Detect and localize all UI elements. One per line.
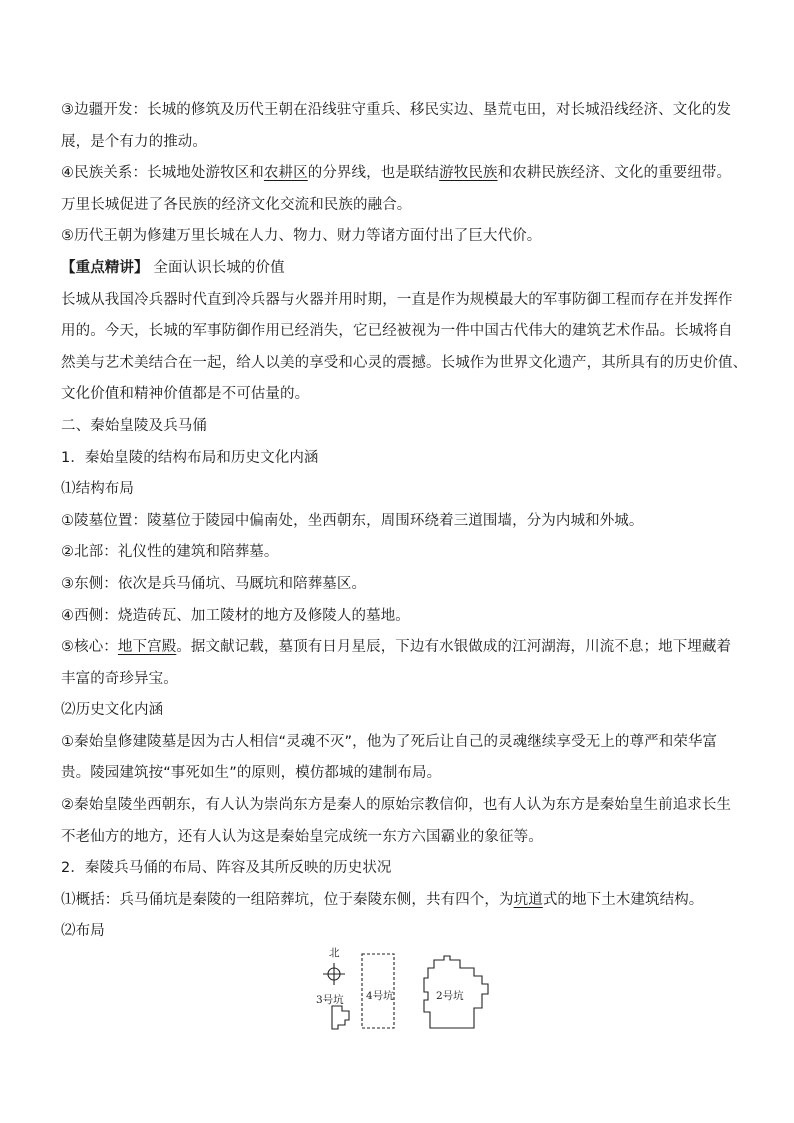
text-line — [61, 253, 741, 285]
north-label: 北 — [329, 947, 340, 959]
text-line — [61, 285, 741, 317]
text-line — [61, 411, 741, 443]
text-segment: 。据文献记载，墓顶有日月星辰，下边有水银做成的江河湖海，川流不息；地下埋藏着 — [176, 639, 732, 656]
underlined-term: 游牧民族 — [439, 165, 498, 182]
terracotta-pits-layout-diagram — [310, 942, 510, 1034]
north-compass-icon — [323, 963, 345, 985]
text-body — [61, 95, 748, 948]
text-segment: 2．秦陵兵马俑的布局、阵容及其所反映的历史状况 — [61, 860, 392, 877]
text-line — [61, 348, 748, 380]
pit-4-label: 4号坑 — [366, 990, 394, 1002]
underlined-term: 地下宫殿 — [117, 639, 177, 656]
text-segment: ②秦始皇陵坐西朝东，有人认为崇尚东方是秦人的原始宗教信仰，也有人认为东方是秦始皇生前追求长生 — [61, 797, 732, 814]
text-line — [61, 695, 741, 727]
text-segment: ⑵布局 — [61, 923, 105, 940]
text-line — [61, 632, 741, 664]
text-line — [61, 379, 741, 411]
text-segment: 丰富的奇珍异宝。 — [61, 670, 178, 687]
text-line — [61, 758, 741, 790]
text-segment: ②北部：礼仪性的建筑和陪葬墓。 — [61, 544, 279, 561]
text-segment: ⑵历史文化内涵 — [61, 702, 164, 719]
text-segment: ⑴概括：兵马俑坑是秦陵的一组陪葬坑，位于秦陵东侧，共有四个，为 — [61, 891, 514, 908]
text-segment: 式的地下土木建筑结构。 — [542, 891, 704, 908]
text-line — [61, 127, 741, 159]
text-segment: 不老仙方的地方，还有人认为这是秦始皇完成统一东方六国霸业的象征等。 — [61, 828, 543, 845]
text-line — [61, 664, 741, 696]
text-segment: ③边疆开发：长城的修筑及历代王朝在沿线驻守重兵、移民实边、垦荒屯田，对长城沿线经济、文化的发 — [61, 102, 732, 118]
underlined-term: 农耕区 — [263, 165, 308, 182]
text-line — [61, 790, 741, 822]
text-line — [61, 727, 741, 759]
text-segment: 和农耕民族经济、文化的重要纽带。 — [497, 165, 732, 182]
text-line — [61, 853, 741, 885]
text-segment: 文化价值和精神价值都是不可估量的。 — [61, 386, 310, 403]
pit-2-label: 2号坑 — [436, 990, 464, 1002]
text-segment: ⑤历代王朝为修建万里长城在人力、物力、财力等诸方面付出了巨大代价。 — [61, 228, 542, 245]
text-line — [61, 190, 741, 222]
text-line — [61, 506, 741, 538]
text-segment: ①陵墓位置：陵墓位于陵园中偏南处，坐西朝东，周围环绕着三道围墙，分为内城和外城。 — [61, 512, 644, 529]
text-line — [61, 537, 741, 569]
pits-diagram-svg — [310, 942, 510, 1034]
pit-3-label: 3号坑 — [316, 994, 344, 1006]
text-line — [61, 822, 741, 854]
text-line — [61, 158, 741, 190]
text-line — [61, 221, 741, 253]
text-line — [61, 601, 741, 633]
text-line — [61, 95, 741, 127]
text-segment: 用的。今天，长城的军事防御作用已经消失，它已经被视为一件中国古代伟大的建筑艺术作品。长城将自 — [61, 323, 733, 340]
text-segment: 展，是个有力的推动。 — [61, 133, 207, 150]
text-segment: 万里长城促进了各民族的经济文化交流和民族的融合。 — [61, 196, 412, 213]
text-segment: ①秦始皇修建陵墓是因为古人相信“灵魂不灭”，他为了死后让自己的灵魂继续享受无上的尊严和荣华富 — [61, 733, 718, 750]
text-line — [61, 316, 741, 348]
text-segment: 全面认识长城的价值 — [148, 259, 285, 276]
text-segment: 长城从我国冷兵器时代直到冷兵器与火器并用时期，一直是作为规模最大的军事防御工程而存在并发挥作 — [61, 291, 733, 308]
text-segment: ③东侧：依次是兵马俑坑、马厩坑和陪葬墓区。 — [61, 575, 367, 592]
section-tag: 【重点精讲】 — [61, 259, 149, 276]
text-line — [61, 443, 741, 475]
text-line — [61, 885, 741, 917]
text-segment: 贵。陵园建筑按“事死如生”的原则，模仿都城的建制布局。 — [61, 765, 442, 782]
text-segment: 1．秦始皇陵的结构布局和历史文化内涵 — [61, 449, 319, 466]
text-segment: ④西侧：烧造砖瓦、加工陵材的地方及修陵人的墓地。 — [61, 607, 410, 624]
underlined-term: 坑道 — [513, 891, 543, 908]
text-segment: 二、秦始皇陵及兵马俑 — [61, 417, 207, 434]
text-segment: ⑤核心： — [61, 639, 118, 656]
text-line — [61, 569, 741, 601]
text-line — [61, 474, 741, 506]
pit-3-shape — [332, 1006, 349, 1029]
text-segment: 然美与艺术美结合在一起，给人以美的享受和心灵的震撼。长城作为世界文化遗产，其所具有的历史价值、 — [61, 354, 748, 371]
text-segment: ⑴结构布局 — [61, 481, 134, 498]
text-segment: 的分界线，也是联结 — [307, 165, 440, 182]
text-segment: ④民族关系：长城地处游牧区和 — [61, 165, 264, 182]
